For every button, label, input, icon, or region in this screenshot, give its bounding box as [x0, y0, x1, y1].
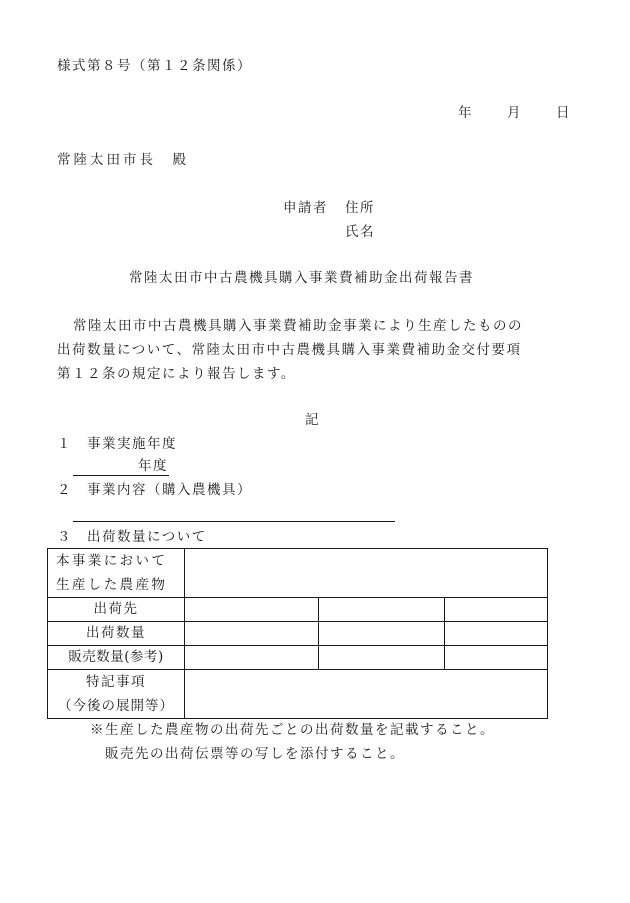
item2-content-field[interactable]	[73, 521, 395, 522]
note-1: ※生産した農産物の出荷先ごとの出荷数量を記載すること。	[90, 722, 495, 738]
produce-label-cell	[48, 549, 185, 598]
item1-year-suffix: 年度	[138, 458, 168, 474]
item2-label: ２ 事業内容（購入農機具）	[57, 482, 252, 498]
note-2: 販売先の出荷伝票等の写しを添付すること。	[105, 746, 405, 762]
date-day-label: 日	[556, 105, 570, 121]
remarks-label-line2: （今後の展開等）	[58, 698, 174, 714]
ki-heading: 記	[305, 412, 319, 428]
table-row-produce	[48, 549, 548, 598]
sales-cell-1[interactable]	[185, 646, 319, 670]
item1-year-field[interactable]	[73, 475, 169, 476]
body-line-2: 出荷数量について、常陸太田市中古農機具購入事業費補助金交付要項	[57, 342, 522, 358]
addressee: 常陸太田市長 殿	[57, 152, 189, 168]
sales-cell-2[interactable]	[319, 646, 445, 670]
date-month-label: 月	[507, 105, 521, 121]
produce-label-line1: 本事業において	[56, 553, 168, 569]
form-number: 様式第８号（第１２条関係）	[57, 58, 252, 74]
sales-cell-3[interactable]	[445, 646, 548, 670]
destination-cell-3[interactable]	[445, 598, 548, 622]
date-year-label: 年	[458, 105, 472, 121]
applicant-name-label: 氏名	[345, 224, 375, 240]
shipment-table	[47, 548, 548, 719]
item1-label: １ 事業実施年度	[57, 436, 177, 452]
destination-cell-2[interactable]	[319, 598, 445, 622]
body-line-3: 第１２条の規定により報告します。	[57, 366, 296, 382]
quantity-cell-2[interactable]	[319, 622, 445, 646]
table-row-remarks	[48, 670, 548, 719]
produce-value-cell[interactable]	[185, 549, 548, 598]
sales-label: 販売数量(参考)	[48, 646, 185, 670]
document-title: 常陸太田市中古農機具購入事業費補助金出荷報告書	[129, 270, 474, 286]
table-row-destination	[48, 598, 548, 622]
table-row-quantity	[48, 622, 548, 646]
produce-label-line2: 生産した農産物	[56, 577, 168, 593]
quantity-label: 出荷数量	[48, 622, 185, 646]
destination-label: 出荷先	[48, 598, 185, 622]
item3-label: ３ 出荷数量について	[57, 529, 207, 545]
applicant-title: 申請者	[283, 200, 328, 216]
remarks-label-cell	[48, 670, 185, 719]
body-line-1: 常陸太田市中古農機具購入事業費補助金事業により生産したものの	[73, 318, 523, 334]
remarks-value-cell[interactable]	[185, 670, 548, 719]
destination-cell-1[interactable]	[185, 598, 319, 622]
quantity-cell-3[interactable]	[445, 622, 548, 646]
remarks-label-line1: 特記事項	[86, 674, 146, 690]
table-row-sales	[48, 646, 548, 670]
quantity-cell-1[interactable]	[185, 622, 319, 646]
applicant-address-label: 住所	[345, 200, 375, 216]
